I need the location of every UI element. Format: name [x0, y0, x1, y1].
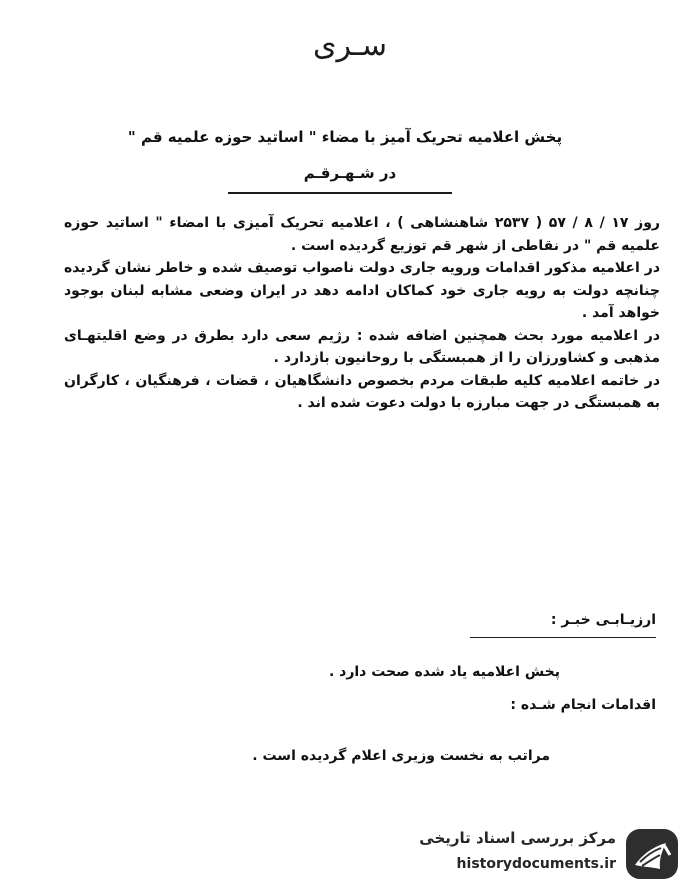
- paragraph-4: در خاتمه اعلامیه کلیه طبقات مردم بخصوص دانشگاهیان ، قضات ، فرهنگیان ، کارگران به همبستگی در جهت مبارزه با دولت دعوت شده اند .: [64, 372, 660, 411]
- watermark-url: historydocuments.ir: [456, 856, 616, 872]
- actions-value: مراتب به نخست وزیری اعلام گردیده است .: [252, 748, 550, 764]
- document-subtitle: در شـهـرقـم: [303, 164, 397, 182]
- open-book-logo-icon: [624, 827, 680, 881]
- evaluation-label: ارزیـابـی خبـر :: [550, 612, 656, 628]
- document-title: پخش اعلامیه تحریک آمیز با مضاء " اساتید حوزه علمیه قم ": [127, 128, 563, 146]
- evaluation-underline: [470, 637, 656, 638]
- subtitle-underline: [228, 192, 452, 194]
- watermark-title: مرکز بررسی اسناد تاریخی: [419, 829, 616, 847]
- paragraph-1: روز ۱۷ / ۸ / ۵۷ ( ۲۵۳۷ شاهنشاهی ) ، اعلامیه تحریک آمیزی با امضاء " اساتید حوزه علمیه قم " در نقاطی از شهر قم توزیع گردیده است .: [64, 215, 660, 254]
- paragraph-2: در اعلامیه مذکور اقدامات ورویه جاری دولت ناصواب توصیف شده و خاطر نشان گردیده چنانچه دولت به رویه جاری خود کماکان ادامه دهد در ایران وضعی مشابه لبنان بوجود خواهد آمد .: [64, 260, 660, 321]
- actions-label: اقدامات انجام شـده :: [510, 697, 656, 713]
- paragraph-3: در اعلامیه مورد بحث همچنین اضافه شده : رژیم سعی دارد بطرق در وضع اقلیتهـای مذهبی و کشاورزان را از همبستگی با روحانیون بازدارد .: [64, 327, 660, 366]
- archive-watermark: [410, 823, 686, 885]
- document-body: [64, 212, 660, 415]
- evaluation-value: پخش اعلامیه یاد شده صحت دارد .: [328, 664, 560, 680]
- classification-heading: سـری: [313, 28, 387, 63]
